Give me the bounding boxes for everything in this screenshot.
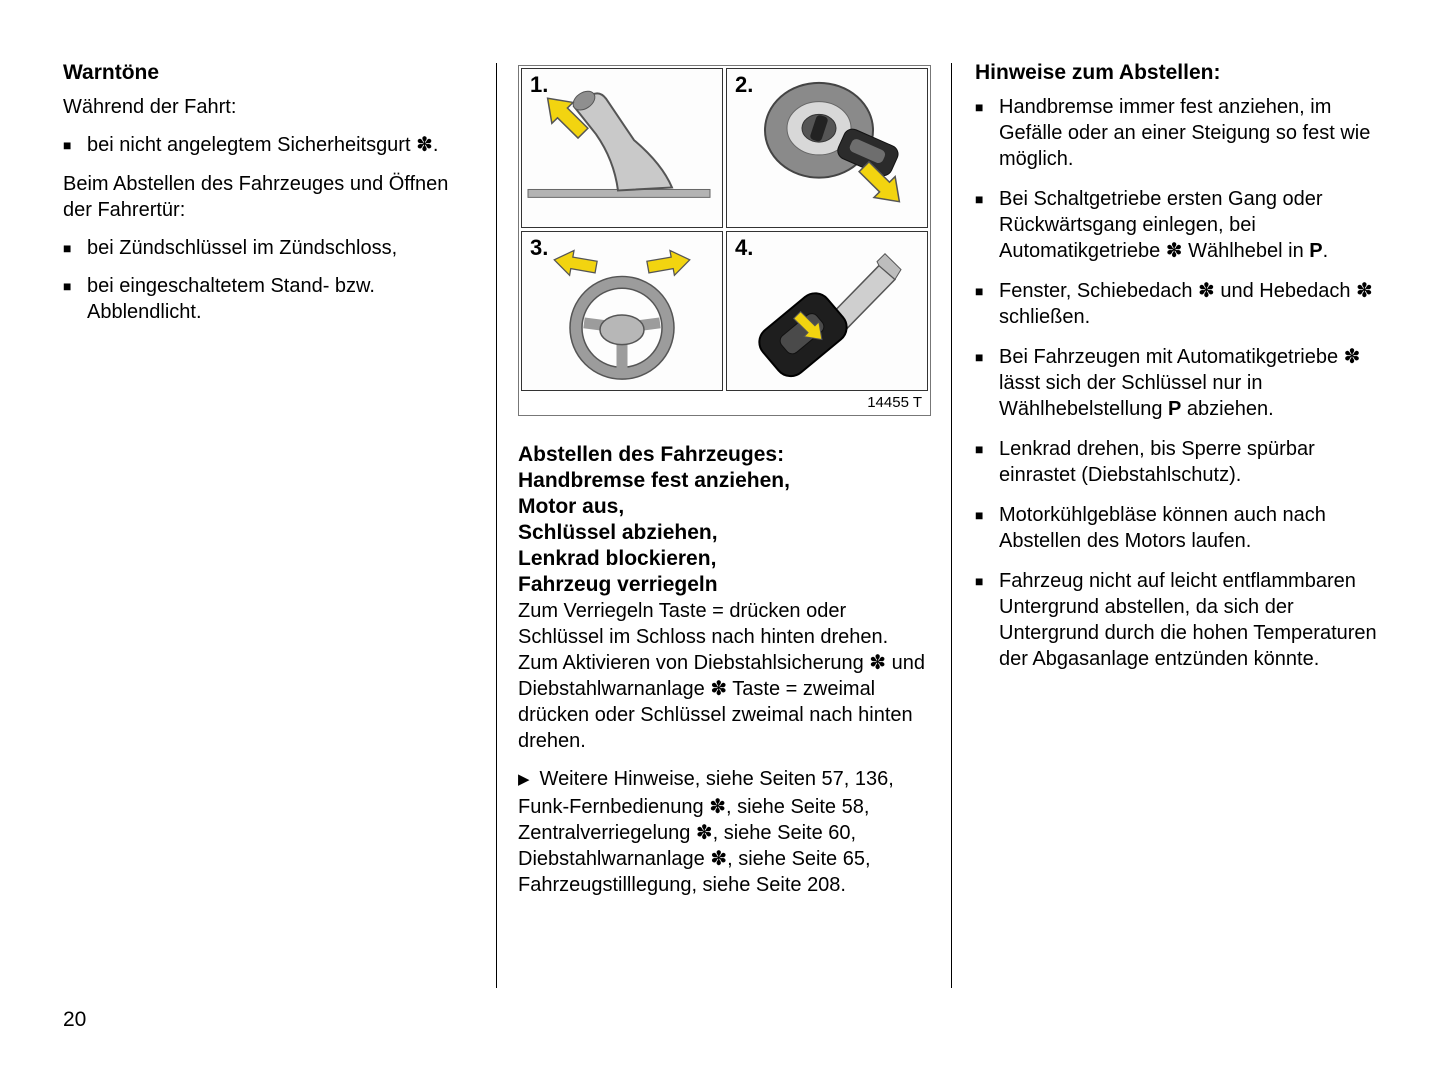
panel-number: 4.: [735, 235, 754, 260]
hint-text: [999, 344, 1391, 422]
hint-text-segment: Bei Fahrzeugen mit Automatikgetriebe ✽ lässt sich der Schlüssel nur in Wählhebelstellung: [999, 346, 1361, 420]
hint-text: [999, 568, 1391, 672]
list-item: [63, 273, 473, 325]
procedure-title-line: Abstellen des Fahrzeuges:: [518, 443, 785, 466]
panel-number: 2.: [735, 72, 754, 97]
hint-text-segment: P: [1309, 240, 1323, 262]
paragraph: Während der Fahrt:: [63, 96, 237, 118]
square-bullet-icon: ■: [63, 240, 72, 256]
procedure-title-line: Lenkrad blockieren,: [518, 547, 717, 570]
figure-panel-steering-wheel: [521, 231, 723, 391]
triangle-icon: ▶: [518, 771, 530, 788]
list-item: [975, 186, 1391, 264]
hint-text-segment: Bei Schaltgetriebe ersten Gang oder Rückwärtsgang einlegen, bei Automatikgetriebe ✽ Wählhebel in: [999, 188, 1323, 262]
hint-text-segment: P: [1168, 398, 1182, 420]
list-item: [975, 436, 1391, 488]
hint-text-segment: Motorkühlgebläse können auch nach Abstellen des Motors laufen.: [999, 504, 1326, 552]
square-bullet-icon: ■: [63, 137, 72, 153]
procedure-title-line: Fahrzeug verriegeln: [518, 573, 718, 596]
procedure-title-line: Schlüssel abziehen,: [518, 521, 718, 544]
bullet-text: bei Zündschlüssel im Zündschloss,: [87, 237, 398, 259]
square-bullet-icon: ■: [975, 99, 984, 115]
steering-wheel-illustration: [522, 232, 722, 390]
paragraph: Beim Abstellen des Fahrzeuges und Öffnen der Fahrertür:: [63, 173, 449, 221]
hint-text-segment: Lenkrad drehen, bis Sperre spürbar einrastet (Diebstahlschutz).: [999, 438, 1315, 486]
left-column: [63, 60, 473, 325]
procedure-paragraph: Zum Verriegeln Taste = drücken oder Schlüssel im Schloss nach hinten drehen. Zum Aktivieren von Diebstahlsicherung ✽ und Diebstahlwarnanlage ✽ Taste = zweimal drücken oder Schlüssel zweimal nach hinten drehen.: [518, 600, 925, 752]
square-bullet-icon: ■: [975, 283, 984, 299]
square-bullet-icon: ■: [975, 573, 984, 589]
bullet-text: bei eingeschaltetem Stand- bzw. Abblendlicht.: [87, 275, 375, 323]
bullet-text: bei nicht angelegtem Sicherheitsgurt ✽.: [87, 134, 439, 156]
figure-panel-handbrake: [521, 68, 723, 228]
square-bullet-icon: ■: [975, 507, 984, 523]
hint-text-segment: .: [1322, 240, 1329, 262]
section-heading-hinweise: Hinweise zum Abstellen:: [975, 61, 1221, 84]
references-paragraph: [518, 766, 931, 898]
figure-panel-key-fob: [726, 231, 928, 391]
section-heading-warntoene: Warntöne: [63, 61, 160, 84]
square-bullet-icon: ■: [975, 191, 984, 207]
procedure-title-line: Handbremse fest anziehen,: [518, 469, 790, 492]
square-bullet-icon: ■: [975, 441, 984, 457]
list-item: [975, 502, 1391, 554]
list-item: [975, 344, 1391, 422]
hint-text-segment: Handbremse immer fest anziehen, im Gefälle oder an einer Steigung so fest wie möglich.: [999, 96, 1371, 170]
square-bullet-icon: ■: [63, 278, 72, 294]
right-column: [975, 60, 1391, 686]
references-text: Weitere Hinweise, siehe Seiten 57, 136, Funk-Fernbedienung ✽, siehe Seite 58, Zentralverriegelung ✽, siehe Seite 60, Diebstahlwarnanlage ✽, siehe Seite 65, Fahrzeugstilllegung, siehe Seite 208.: [518, 768, 894, 896]
column-divider: [496, 63, 497, 988]
list-item: [975, 278, 1391, 330]
list-item: [63, 235, 473, 261]
procedure-title-line: Motor aus,: [518, 495, 625, 518]
hint-text: [999, 436, 1391, 488]
hint-text-segment: Fenster, Schiebedach ✽ und Hebedach ✽ schließen.: [999, 280, 1373, 328]
hint-text: [999, 186, 1391, 264]
instruction-figure: [518, 65, 931, 416]
middle-column: [518, 60, 931, 918]
square-bullet-icon: ■: [975, 349, 984, 365]
column-divider: [951, 63, 952, 988]
page-number: 20: [63, 1008, 87, 1031]
list-item: [975, 94, 1391, 172]
hint-text: [999, 502, 1391, 554]
list-item: [63, 132, 473, 158]
figure-panel-ignition: [726, 68, 928, 228]
figure-caption: 14455 T: [867, 394, 922, 411]
hint-text: [999, 278, 1391, 330]
panel-number: 1.: [530, 72, 549, 97]
hints-list: [975, 94, 1391, 672]
figure-grid: [521, 68, 928, 391]
key-fob-illustration: [727, 232, 927, 390]
handbrake-illustration: [522, 69, 722, 227]
list-item: [975, 568, 1391, 672]
panel-number: 3.: [530, 235, 549, 260]
hint-text: [999, 94, 1391, 172]
ignition-key-illustration: [727, 69, 927, 227]
hint-text-segment: Fahrzeug nicht auf leicht entflammbaren Untergrund abstellen, da sich der Untergrund durch die hohen Temperaturen der Abgasanlage entzünden könnte.: [999, 570, 1377, 670]
hint-text-segment: abziehen.: [1181, 398, 1274, 420]
